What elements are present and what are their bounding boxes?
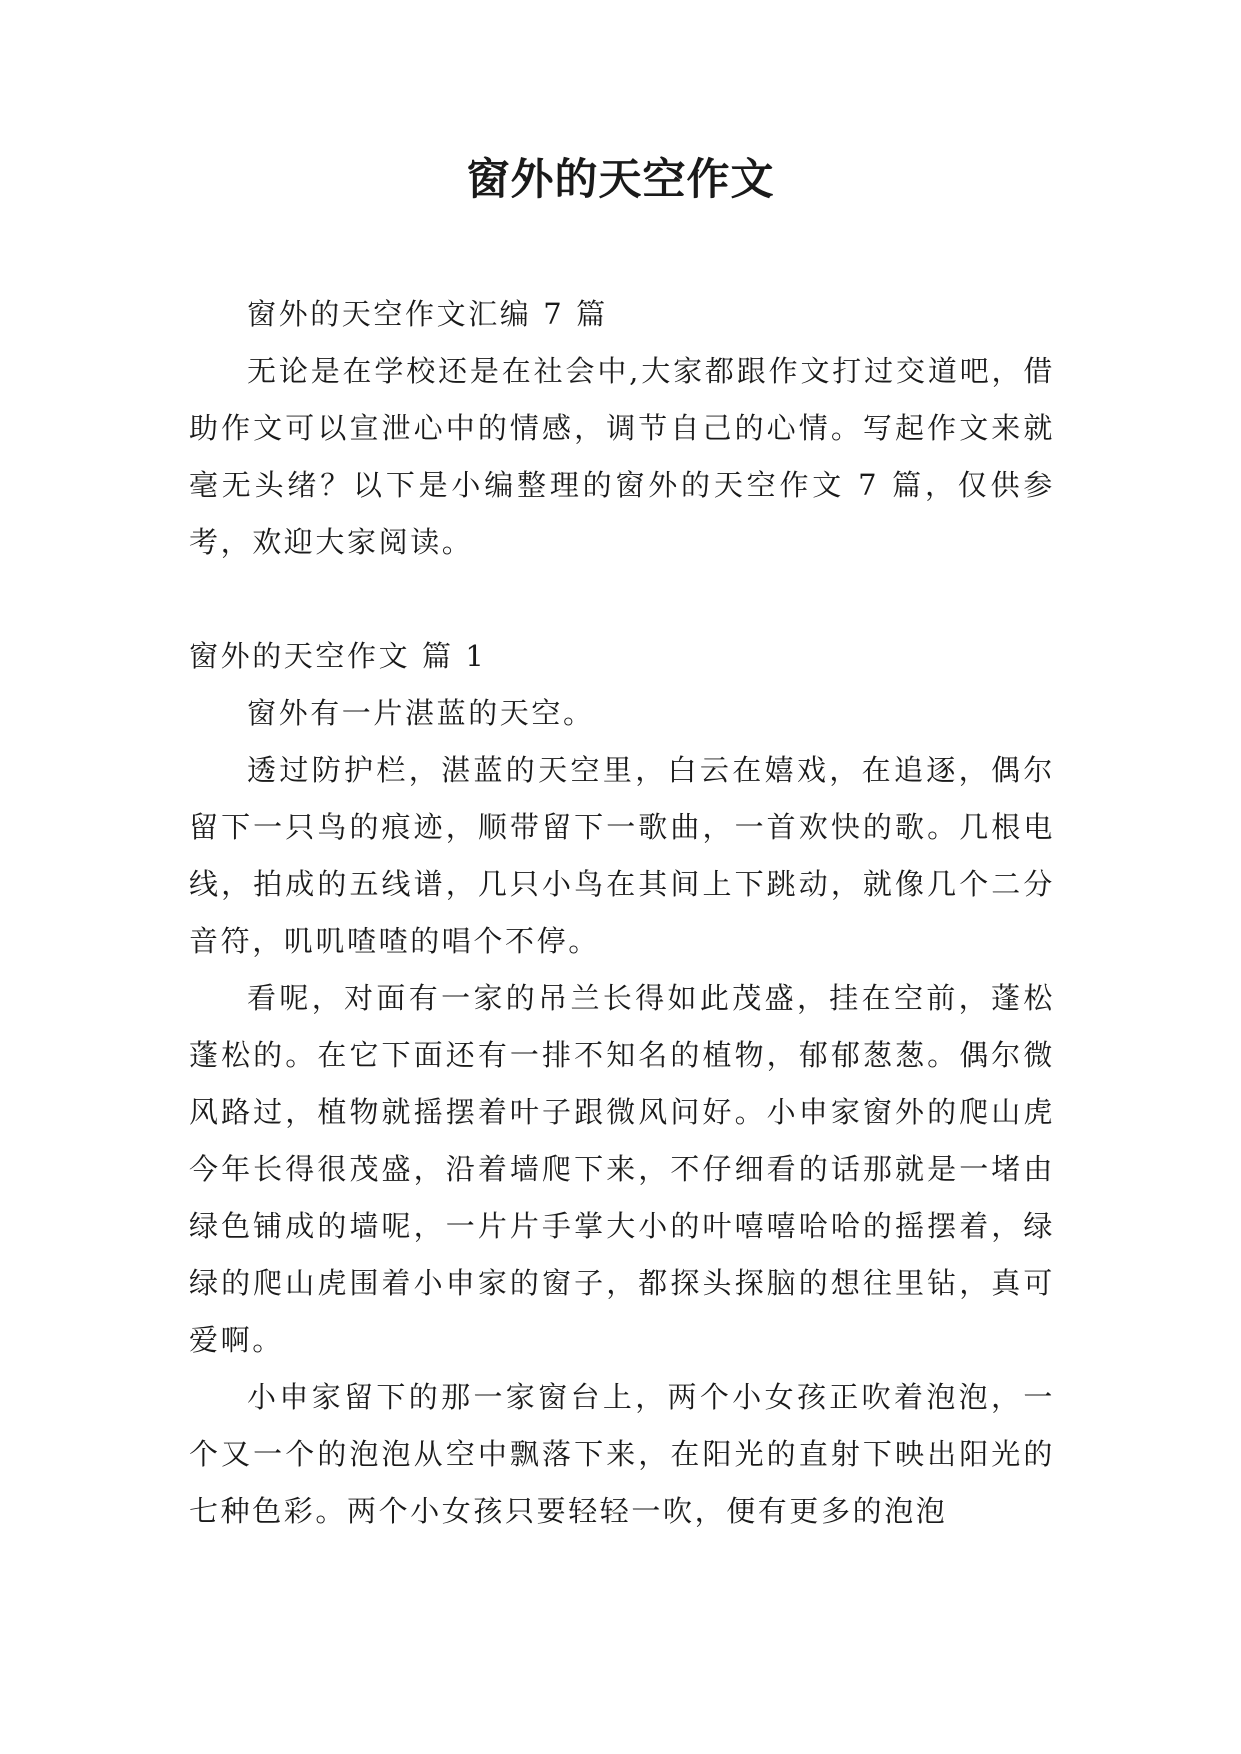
paragraph: 透过防护栏，湛蓝的天空里，白云在嬉戏，在追逐，偶尔留下一只鸟的痕迹，顺带留下一歌曲，一首欢快的歌。几根电线，拍成的五线谱，几只小鸟在其间上下跳动，就像几个二分音符，叽叽喳喳的唱个不停。 xyxy=(189,753,1055,958)
document-subtitle: 窗外的天空作文汇编 7 篇 xyxy=(247,297,608,331)
section-heading: 窗外的天空作文 篇 1 xyxy=(189,639,487,673)
document-body xyxy=(189,286,1055,1540)
paragraph: 看呢，对面有一家的吊兰长得如此茂盛，挂在空前，蓬松蓬松的。在它下面还有一排不知名的植物，郁郁葱葱。偶尔微风路过，植物就摇摆着叶子跟微风问好。小申家窗外的爬山虎今年长得很茂盛，沿着墙爬下来，不仔细看的话那就是一堵由绿色铺成的墙呢，一片片手掌大小的叶嘻嘻哈哈的摇摆着，绿绿的爬山虎围着小申家的窗子，都探头探脑的想往里钻，真可爱啊。 xyxy=(189,981,1055,1357)
document-title: 窗外的天空作文 xyxy=(466,155,775,205)
paragraph: 小申家留下的那一家窗台上，两个小女孩正吹着泡泡，一个又一个的泡泡从空中飘落下来，在阳光的直射下映出阳光的七种色彩。两个小女孩只要轻轻一吹，便有更多的泡泡 xyxy=(189,1380,1055,1528)
intro-paragraph: 无论是在学校还是在社会中,大家都跟作文打过交道吧，借助作文可以宣泄心中的情感，调节自己的心情。写起作文来就毫无头绪？以下是小编整理的窗外的天空作文 7 篇，仅供参考，欢迎大家阅读。 xyxy=(189,354,1055,559)
paragraph: 窗外有一片湛蓝的天空。 xyxy=(247,696,595,730)
